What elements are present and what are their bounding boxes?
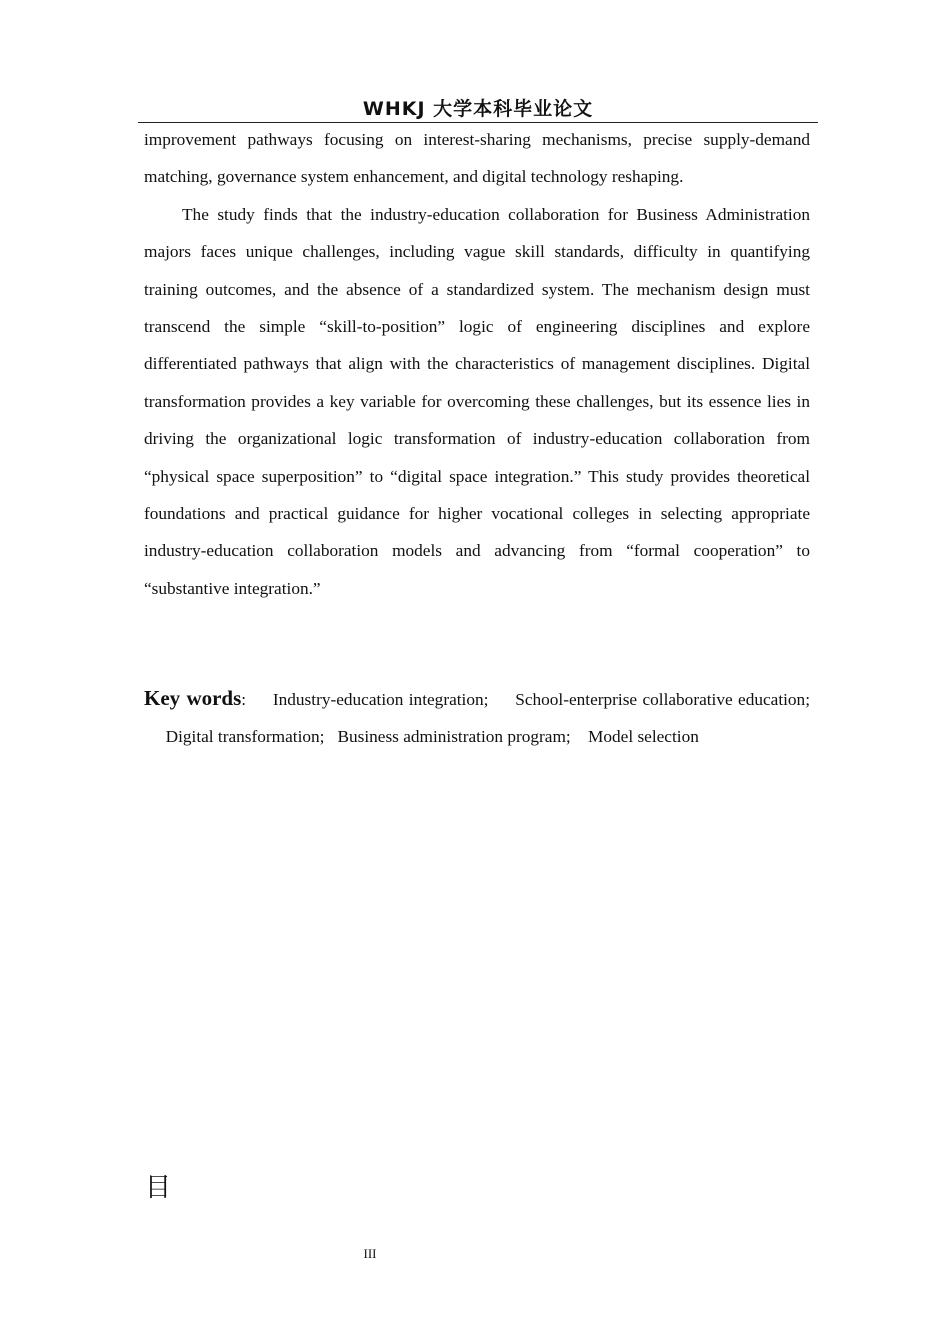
- keyword-item: Business administration program;: [337, 727, 571, 746]
- keyword-item: Model selection: [588, 727, 699, 746]
- abstract-continuation: improvement pathways focusing on interest-sharing mechanisms, precise supply-demand matching, governance system enhancement, and digital technology reshaping.: [144, 130, 810, 187]
- toc-heading-partial: 目: [145, 1173, 172, 1203]
- keywords-colon: :: [241, 690, 247, 709]
- keywords-block: [144, 680, 810, 755]
- page-number: III: [363, 1246, 377, 1261]
- header-title: WHKJ 大学本科毕业论文: [362, 98, 594, 120]
- abstract-paragraph: The study finds that the industry-education collaboration for Business Administration majors faces unique challenges, including vague skill standards, difficulty in quantifying training outcomes, and the absence of a standardized system. The mechanism design must transcend the simple “skill-to-position” logic of engineering disciplines and explore differentiated pathways that align with the characteristics of management disciplines. Digital transformation provides a key variable for overcoming these challenges, but its essence lies in driving the organizational logic transformation of industry-education collaboration from “physical space superposition” to “digital space integration.” This study provides theoretical foundations and practical guidance for higher vocational colleges in selecting appropriate industry-education collaboration models and advancing from “formal cooperation” to “substantive integration.”: [144, 204, 810, 598]
- keywords-label: Key words: [144, 686, 242, 710]
- keyword-item: Digital transformation;: [165, 727, 325, 746]
- abstract-body: [144, 121, 810, 607]
- keyword-item: Industry-education integration;: [272, 690, 489, 709]
- keyword-item: School-enterprise collaborative education;: [515, 690, 810, 709]
- page-header: [138, 96, 818, 123]
